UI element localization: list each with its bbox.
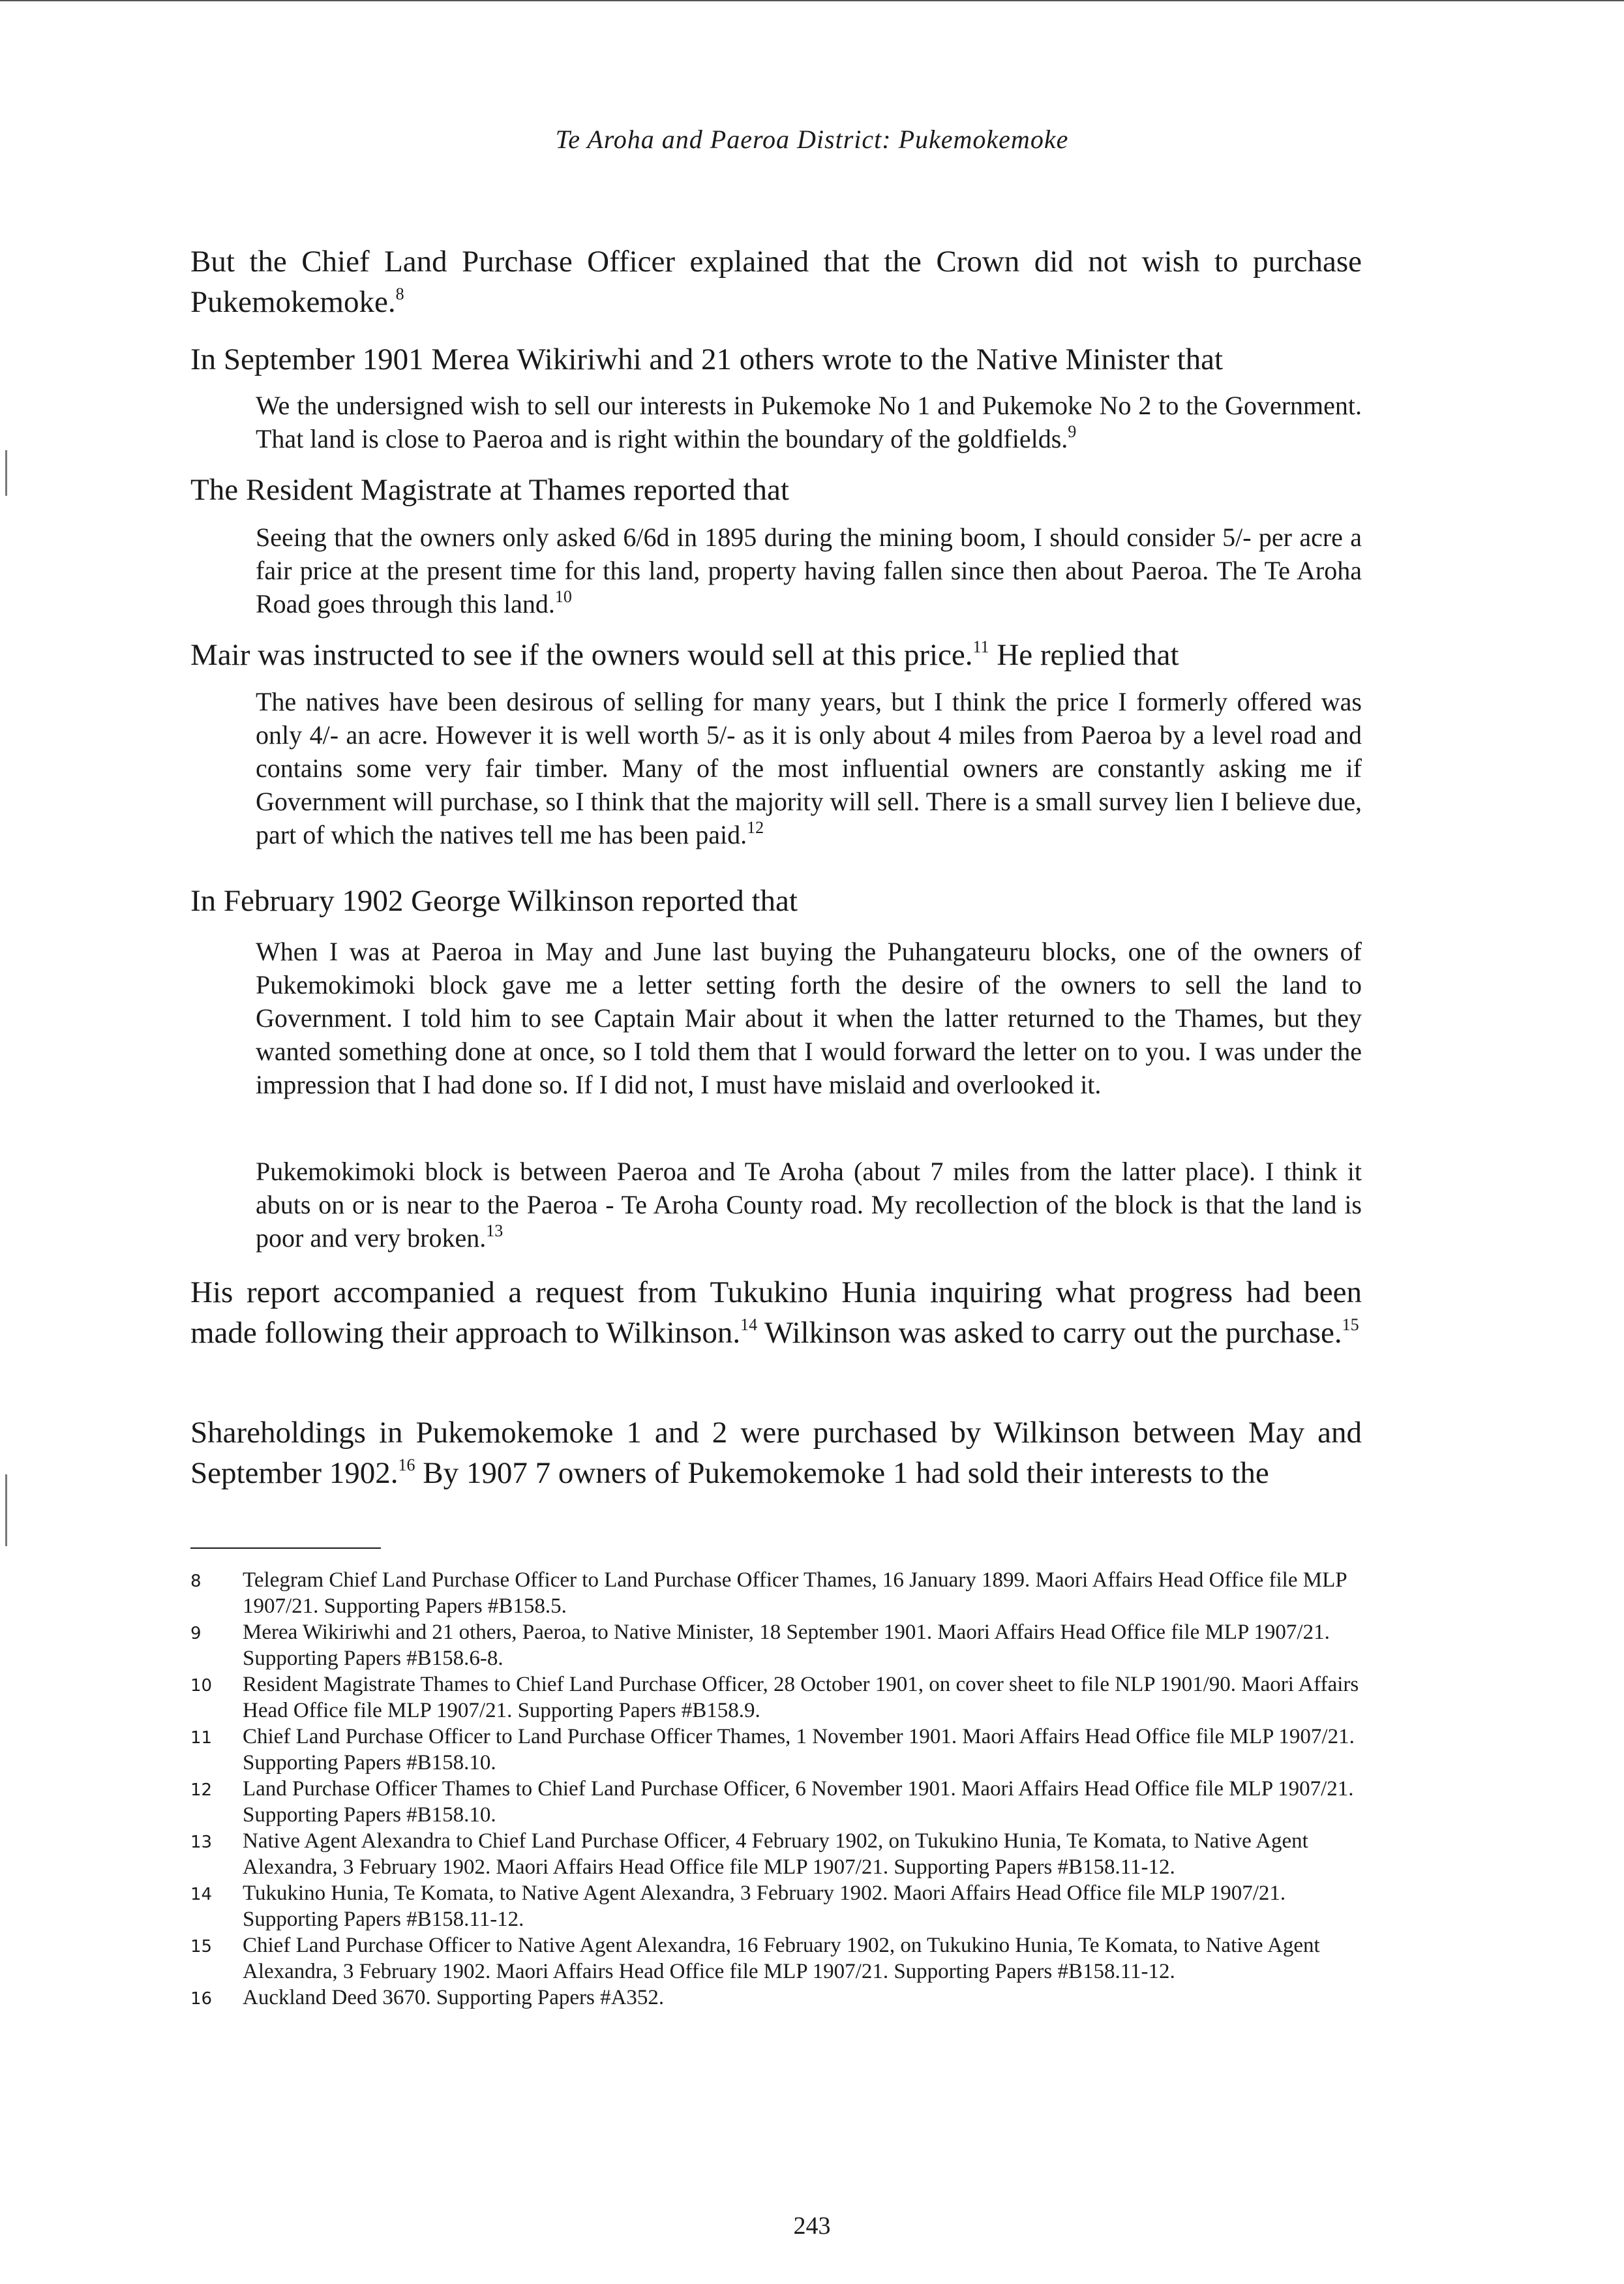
paragraph-wilkinson-reported: In February 1902 George Wilkinson reported that xyxy=(190,884,798,918)
footnote-separator xyxy=(190,1547,381,1549)
running-title: Te Aroha and Paeroa District: Pukemokemoke xyxy=(555,125,1069,154)
footnote-number: 8 xyxy=(190,1572,202,1591)
footnote-ref[interactable]: 10 xyxy=(554,586,572,606)
paragraph-merea-letter: In September 1901 Merea Wikiriwhi and 21 others wrote to the Native Minister that xyxy=(190,343,1224,376)
footnote-ref[interactable]: 16 xyxy=(398,1455,415,1475)
footnote-item xyxy=(190,1724,1362,1776)
paragraph-shareholdings: Shareholdings in Pukemokemoke 1 and 2 were purchased by Wilkinson between May and September 1902.16 By 1907 7 owners of Pukemokemoke 1 had sold their interests to the xyxy=(190,1416,1362,1490)
margin-mark xyxy=(5,1474,7,1546)
footnote-number: 9 xyxy=(190,1624,202,1643)
footnote-text: Native Agent Alexandra to Chief Land Purchase Officer, 4 February 1902, on Tukukino Hunia, Te Komata, to Native Agent Alexandra, 3 February 1902. Maori Affairs Head Office file MLP 1907/21. Supporting Papers #B158.11-12. xyxy=(243,1829,1308,1879)
paragraph-resident-magistrate: The Resident Magistrate at Thames reported that xyxy=(190,473,789,507)
footnote-text: Land Purchase Officer Thames to Chief Land Purchase Officer, 6 November 1901. Maori Affairs Head Office file MLP 1907/21. Supporting Papers #B158.10. xyxy=(243,1777,1354,1827)
footnote-ref[interactable]: 14 xyxy=(740,1315,758,1335)
footnote-text: Chief Land Purchase Officer to Native Agent Alexandra, 16 February 1902, on Tukukino Hunia, Te Komata, to Native Agent Alexandra, 3 February 1902. Maori Affairs Head Office file MLP 1907/21. Supporting Papers #B158.11-12. xyxy=(243,1934,1320,1983)
footnote-text: Merea Wikiriwhi and 21 others, Paeroa, to Native Minister, 18 September 1901. Maori Affairs Head Office file MLP 1907/21. Supporting Papers #B158.6-8. xyxy=(243,1621,1330,1670)
top-edge-rule xyxy=(0,0,1624,1)
footnote-number: 14 xyxy=(190,1885,213,1904)
footnote-ref[interactable]: 12 xyxy=(747,817,764,837)
paragraph-tukukino-request: His report accompanied a request from Tukukino Hunia inquiring what progress had been made following their approach to Wilkinson.$^{14}$ Wilkinson was asked to carry out the purchase.$^{15}$ xyxy=(190,1275,1362,1350)
margin-mark xyxy=(5,450,7,496)
page-number: 243 xyxy=(793,2212,831,2240)
footnote-item xyxy=(190,1671,1362,1724)
footnote-item xyxy=(190,1985,1362,2012)
footnote-text: Telegram Chief Land Purchase Officer to Land Purchase Officer Thames, 16 January 1899. Maori Affairs Head Office file MLP 1907/21. Supporting Papers #B158.5. xyxy=(243,1568,1347,1618)
footnote-number: 10 xyxy=(190,1676,213,1696)
footnote-text: Tukukino Hunia, Te Komata, to Native Agent Alexandra, 3 February 1902. Maori Affairs Head Office file MLP 1907/21. Supporting Papers #B158.11-12. xyxy=(243,1881,1286,1931)
footnote-ref[interactable]: 8 xyxy=(395,284,404,304)
footnote-item xyxy=(190,1880,1362,1932)
footnote-item xyxy=(190,1776,1362,1828)
quote-wilkinson-2: Pukemokimoki block is between Paeroa and Te Aroha (about 7 miles from the latter place). I think it abuts on or is near to the Paeroa - Te Aroha County road. My recollection of the block is that the land is poor and very broken.$^{13}$ xyxy=(256,1157,1362,1253)
footnote-item xyxy=(190,1828,1362,1880)
footnote-ref[interactable]: 11 xyxy=(972,637,989,657)
footnote-text: Auckland Deed 3670. Supporting Papers #A352. xyxy=(243,1986,665,2009)
footnotes-list xyxy=(190,1567,1362,2012)
footnote-number: 16 xyxy=(190,1989,213,2009)
quote-mair-reply: The natives have been desirous of selling for many years, but I think the price I formerly offered was only 4/- an acre. However it is well worth 5/- as it is only about 4 miles from Paeroa by a level road and contains some very fair timber. Many of the most influential owners are constantly asking me if Government will purchase, so I think that the majority will sell. There is a small survey lien I believe due, part of which the natives tell me has been paid.$^{12}$ xyxy=(256,687,1362,849)
paragraph-crown-not-purchase: But the Chief Land Purchase Officer explained that the Crown did not wish to purchase Pukemokemoke.$^8$ xyxy=(190,245,1362,319)
footnote-number: 13 xyxy=(190,1833,213,1852)
quote-wilkinson-1: When I was at Paeroa in May and June last buying the Puhangateuru blocks, one of the owners of Pukemokimoki block gave me a letter setting forth the desire of the owners to sell the land to Government. I told him to see Captain Mair about it when the latter returned to the Thames, but they wanted something done at once, so I told them that I would forward the letter on to you. I was under the impression that I had done so. If I did not, I must have mislaid and overlooked it. xyxy=(256,937,1362,1099)
quote-merea-letter: We the undersigned wish to sell our interests in Pukemoke No 1 and Pukemoke No 2 to the Government. That land is close to Paeroa and is right within the boundary of the goldfields.$^9$ xyxy=(256,391,1362,453)
footnote-item xyxy=(190,1567,1362,1619)
paragraph-mair-instructed: Mair was instructed to see if the owners would sell at this price.$^{11}$ He replied that xyxy=(190,637,1179,672)
footnote-number: 15 xyxy=(190,1937,213,1957)
footnote-ref[interactable]: 13 xyxy=(486,1221,504,1240)
footnote-number: 11 xyxy=(190,1728,213,1748)
footnote-item xyxy=(190,1619,1362,1671)
footnote-item xyxy=(190,1932,1362,1985)
footnote-number: 12 xyxy=(190,1780,213,1800)
footnote-text: Resident Magistrate Thames to Chief Land Purchase Officer, 28 October 1901, on cover sheet to file NLP 1901/90. Maori Affairs Head Office file MLP 1907/21. Supporting Papers #B158.9. xyxy=(243,1673,1359,1722)
footnote-ref[interactable]: 15 xyxy=(1342,1315,1359,1335)
footnote-text: Chief Land Purchase Officer to Land Purchase Officer Thames, 1 November 1901. Maori Affairs Head Office file MLP 1907/21. Supporting Papers #B158.10. xyxy=(243,1725,1355,1774)
footnote-ref[interactable]: 9 xyxy=(1068,421,1077,441)
quote-resident-magistrate: Seeing that the owners only asked 6/6d in 1895 during the mining boom, I should consider 5/- per acre a fair price at the present time for this land, property having fallen since then about Paeroa. The Te Aroha Road goes through this land.$^{10}$ xyxy=(256,523,1362,618)
